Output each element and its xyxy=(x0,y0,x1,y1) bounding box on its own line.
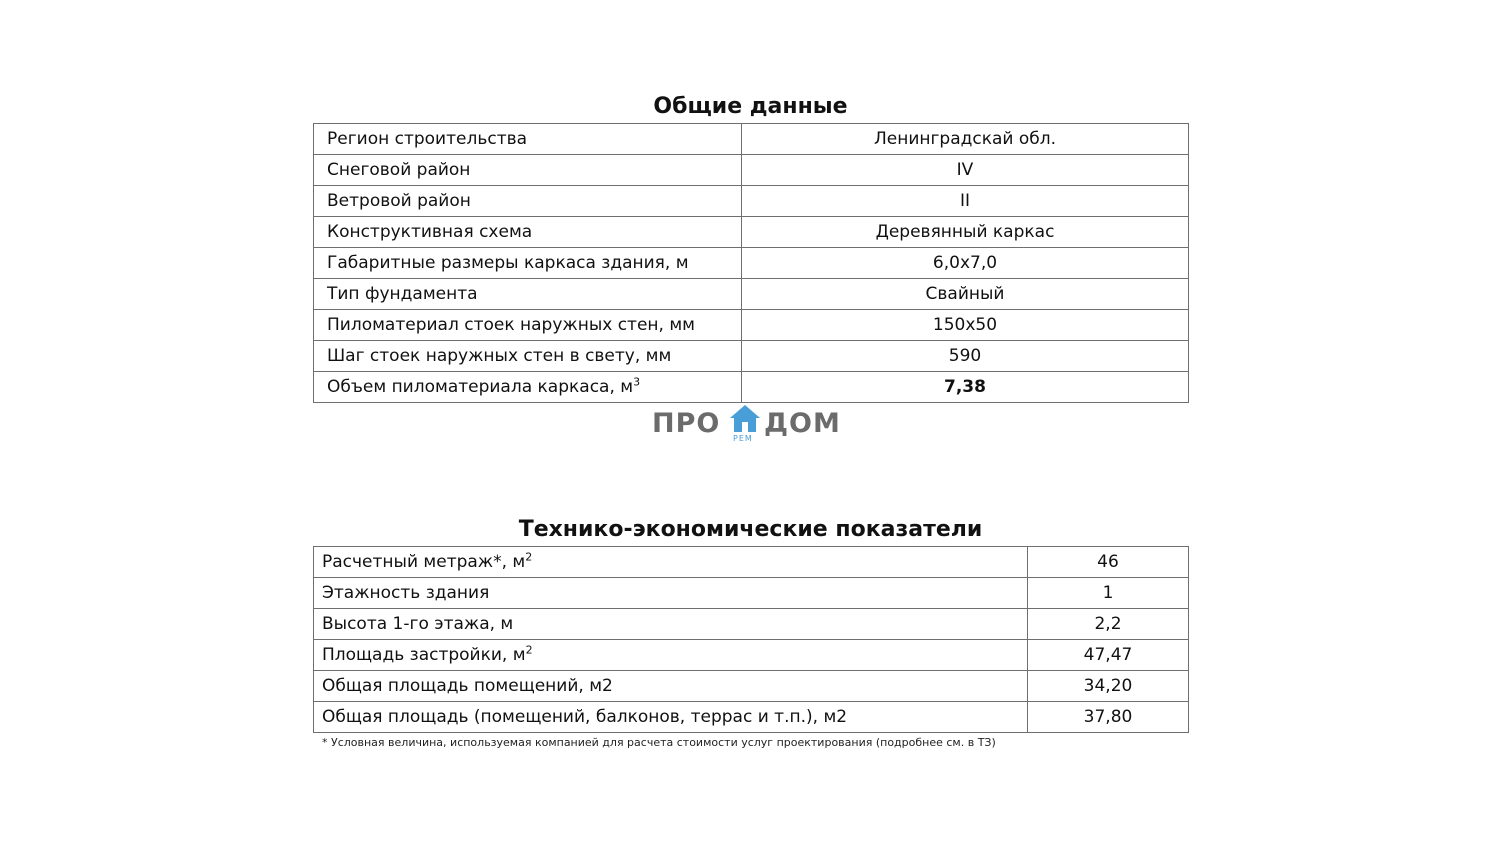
table-row xyxy=(314,671,1189,702)
row-value: 46 xyxy=(1028,547,1189,578)
logo-sub-word: РЕМ xyxy=(733,434,753,443)
row-value: II xyxy=(742,186,1189,217)
row-label xyxy=(314,372,742,403)
row-value: 6,0х7,0 xyxy=(742,248,1189,279)
row-label: Ветровой район xyxy=(314,186,742,217)
row-value: 7,38 xyxy=(742,372,1189,403)
table-row xyxy=(314,217,1189,248)
footnote: * Условная величина, используемая компанией для расчета стоимости услуг проектирования (подробнее см. в ТЗ) xyxy=(322,736,996,749)
unit-exponent: 2 xyxy=(525,643,533,657)
row-label-text: Объем пиломатериала каркаса, м xyxy=(327,377,634,397)
row-label-text: Площадь застройки, м xyxy=(322,645,526,665)
table-row xyxy=(314,186,1189,217)
row-label xyxy=(314,547,1028,578)
tep-title: Технико-экономические показатели xyxy=(518,517,983,542)
logo-word-right: ДОМ xyxy=(764,408,841,439)
general-data-table xyxy=(313,123,1189,403)
logo-word-left: ПРО xyxy=(652,408,721,439)
table-row xyxy=(314,279,1189,310)
table-row xyxy=(314,640,1189,671)
row-label-text: Расчетный метраж*, м xyxy=(322,552,526,572)
table-row xyxy=(314,372,1189,403)
house-icon xyxy=(729,404,761,434)
row-label: Общая площадь помещений, м2 xyxy=(314,671,1028,702)
row-value: 150х50 xyxy=(742,310,1189,341)
prorem-dom-logo xyxy=(652,404,852,446)
row-label: Снеговой район xyxy=(314,155,742,186)
row-label: Габаритные размеры каркаса здания, м xyxy=(314,248,742,279)
table-row xyxy=(314,310,1189,341)
table-row xyxy=(314,702,1189,733)
row-value: 47,47 xyxy=(1028,640,1189,671)
tep-table xyxy=(313,546,1189,733)
row-value: 1 xyxy=(1028,578,1189,609)
table-row xyxy=(314,609,1189,640)
table-row xyxy=(314,547,1189,578)
row-label: Высота 1-го этажа, м xyxy=(314,609,1028,640)
table-row xyxy=(314,155,1189,186)
row-value: IV xyxy=(742,155,1189,186)
table-row xyxy=(314,248,1189,279)
row-label: Этажность здания xyxy=(314,578,1028,609)
row-value: Свайный xyxy=(742,279,1189,310)
row-label: Пиломатериал стоек наружных стен, мм xyxy=(314,310,742,341)
row-value: 34,20 xyxy=(1028,671,1189,702)
row-value: 590 xyxy=(742,341,1189,372)
row-value: 2,2 xyxy=(1028,609,1189,640)
row-label: Тип фундамента xyxy=(314,279,742,310)
row-label: Общая площадь (помещений, балконов, террас и т.п.), м2 xyxy=(314,702,1028,733)
row-label: Регион строительства xyxy=(314,124,742,155)
general-data-title: Общие данные xyxy=(653,94,848,119)
table-row xyxy=(314,578,1189,609)
row-label: Конструктивная схема xyxy=(314,217,742,248)
row-value: Деревянный каркас xyxy=(742,217,1189,248)
row-label: Шаг стоек наружных стен в свету, мм xyxy=(314,341,742,372)
row-value: 37,80 xyxy=(1028,702,1189,733)
row-value: Ленинградскай обл. xyxy=(742,124,1189,155)
table-row xyxy=(314,124,1189,155)
unit-exponent: 3 xyxy=(633,375,641,389)
table-row xyxy=(314,341,1189,372)
row-label xyxy=(314,640,1028,671)
unit-exponent: 2 xyxy=(525,550,533,564)
